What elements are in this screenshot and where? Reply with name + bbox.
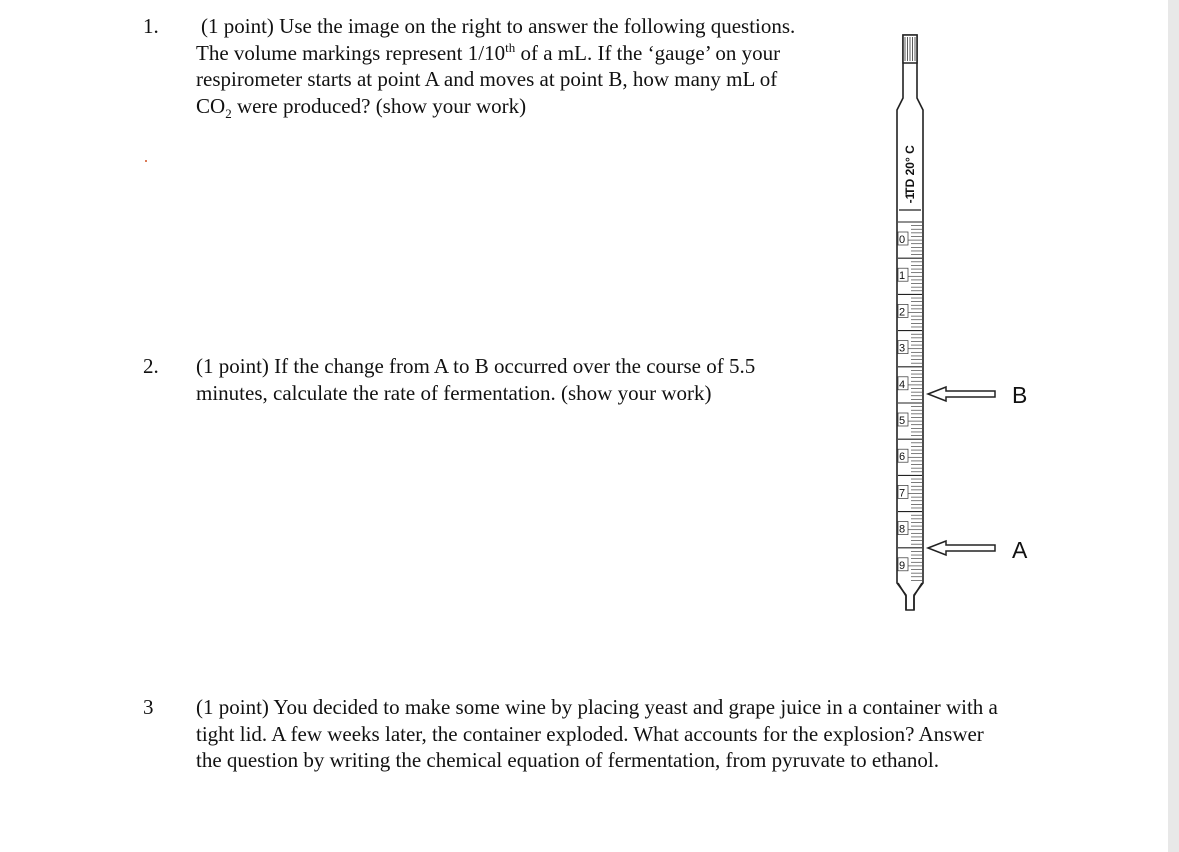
- arrow-a: [928, 541, 995, 555]
- question-3-line-2: tight lid. A few weeks later, the container exploded. What accounts for the explosion? Answer: [196, 721, 984, 746]
- question-2-line-2: minutes, calculate the rate of fermentation. (show your work): [196, 380, 712, 405]
- point-b-label: B: [1012, 382, 1028, 408]
- scale-number: 1: [899, 270, 906, 283]
- question-3-number: 3: [143, 695, 154, 719]
- question-1-line-3: respirometer starts at point A and moves at point B, how many mL of: [196, 67, 778, 91]
- question-1-line-1: (1 point) Use the image on the right to answer the following questions.: [201, 14, 796, 38]
- scale-number: 8: [899, 523, 906, 536]
- pipette-negative-mark: -1: [903, 192, 917, 204]
- question-2-line-1: (1 point) If the change from A to B occurred over the course of 5.5: [196, 354, 756, 378]
- question-1-line-4: $CO_2$ were produced? (show your work): [196, 93, 527, 121]
- question-2-number: 2.: [143, 354, 159, 378]
- scale-number: 7: [899, 487, 906, 500]
- arrow-b-shape: [928, 387, 995, 401]
- scale-number: 2: [899, 306, 906, 319]
- point-a-label: A: [1012, 537, 1028, 563]
- question-3-line-1: (1 point) You decided to make some wine by placing yeast and grape juice in a container with a: [196, 695, 998, 719]
- scale-number: 0: [899, 234, 906, 246]
- scale-number: 9: [899, 559, 906, 572]
- question-1-line-2: The volume markings represent 1/10th of a mL. If the ‘gauge’ on your: [196, 39, 781, 65]
- scale-number: 4: [899, 378, 906, 391]
- scale-number: 3: [899, 342, 906, 355]
- pipette-temperature-label: TD 20° C: [903, 145, 917, 195]
- arrow-a-shape: [928, 541, 995, 555]
- arrow-b: [928, 387, 995, 401]
- question-1-number: 1.: [143, 14, 159, 38]
- scale-number: 6: [899, 451, 906, 464]
- scale-number: 5: [899, 415, 906, 427]
- question-3-line-3: the question by writing the chemical equation of fermentation, from pyruvate to ethanol.: [196, 748, 939, 772]
